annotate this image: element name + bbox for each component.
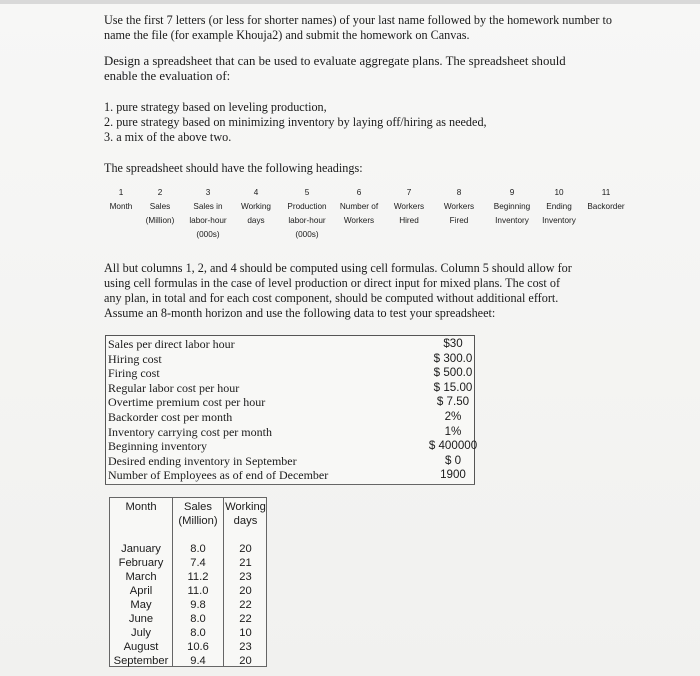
heading-col-9 [488,186,536,228]
table-cell: 23 [239,641,252,653]
list-item: 1. pure strategy based on leveling production, [104,100,327,114]
heading-col-1 [108,186,134,214]
heading-number: 7 [406,188,412,197]
heading-number: 2 [157,188,163,197]
heading-number: 5 [304,188,310,197]
table-cell: August [123,641,159,653]
parameter-value: $ 15.00 [433,380,473,394]
heading-number: 8 [456,188,462,197]
intro-paragraph [104,13,624,43]
heading-number: 9 [509,188,515,197]
days-header-line: days [233,515,258,527]
heading-line: labor-hour [288,216,326,225]
parameter-value: 2% [444,409,462,423]
heading-line: (Million) [145,216,175,225]
parameter-value: $ 300.0 [433,351,473,365]
table-cell: 8.0 [190,543,206,555]
table-cell: 9.4 [190,655,206,667]
parameter-label: Regular labor cost per hour [108,380,240,395]
design-paragraph [104,54,624,84]
table-cell: 21 [239,557,252,569]
table-cell: 10.6 [187,641,209,653]
parameter-value: $ 7.50 [436,395,470,409]
parameter-label: Beginning inventory [108,439,207,454]
parameter-value: $30 [443,337,463,350]
heading-line: (000s) [295,230,319,239]
parameter-label: Backorder cost per month [108,409,233,424]
top-edge [0,0,700,4]
heading-col-7 [390,186,428,228]
parameter-value: $ 400000 [428,439,478,453]
heading-line: Sales [149,202,171,211]
heading-line: Beginning [493,202,531,211]
heading-line: Inventory [542,216,576,225]
table-cell: 7.4 [190,557,206,569]
heading-line: Number of [339,202,379,211]
heading-number: 1 [118,188,124,197]
formulas-paragraph [104,261,610,321]
heading-line: Hired [399,216,419,225]
days-header-line: Working [225,501,266,513]
heading-line: (000s) [196,230,220,239]
table-cell: 11.0 [187,585,209,597]
parameter-value: $ 0 [444,453,462,467]
table-cell: April [129,585,153,597]
heading-line: labor-hour [189,216,227,225]
parameter-label: Inventory carrying cost per month [108,424,272,439]
parameter-value: $ 500.0 [433,366,473,380]
heading-line: Sales in [193,202,223,211]
parameters-bottom-rule [105,484,475,485]
heading-line: Fired [449,216,469,225]
monthly-sales-table [109,497,267,667]
table-cell: July [131,627,151,639]
table-cell: June [128,613,154,625]
heading-line: Month [109,202,133,211]
heading-line: Production [287,202,327,211]
heading-line: days [247,216,265,225]
list-item: 2. pure strategy based on minimizing inventory by laying off/hiring as needed, [104,115,487,129]
design-line-1: Design a spreadsheet that can be used to evaluate aggregate plans. The spreadsheet should [104,54,566,68]
table-cell: 20 [239,655,252,667]
heading-number: 10 [554,188,564,197]
parameter-label: Hiring cost [108,351,162,366]
parameter-value: 1% [444,424,462,438]
intro-line-2: name the file (for example Khouja2) and submit the homework on Canvas. [104,28,470,42]
table-cell: 22 [239,599,252,611]
table-cell: 23 [239,571,252,583]
month-column [110,498,172,668]
parameters-table [105,335,478,485]
parameter-label: Sales per direct labor hour [108,337,235,351]
table-cell: 20 [239,585,252,597]
heading-number: 11 [601,188,611,197]
heading-col-11 [584,186,628,214]
heading-line: Workers [393,202,425,211]
parameter-labels [108,337,328,483]
parameter-label: Desired ending inventory in September [108,453,297,468]
table-cell: 9.8 [190,599,206,611]
formulas-line: Assume an 8-month horizon and use the following data to test your spreadsheet: [104,306,496,320]
sales-header-line: (Million) [178,515,218,527]
sales-header-line: Sales [184,501,212,513]
heading-line: Inventory [495,216,529,225]
table-cell: January [121,543,161,555]
table-cell: 10 [239,627,252,639]
parameter-label: Firing cost [108,366,160,381]
working-days-column [224,498,267,668]
formulas-line: using cell formulas in the case of level production or direct input for mixed plans. The cost of [104,276,561,290]
heading-number: 6 [356,188,362,197]
headings-intro: The spreadsheet should have the following headings: [104,161,363,175]
parameter-label: Overtime premium cost per hour [108,395,266,410]
month-header: Month [125,501,157,513]
table-cell: May [130,599,152,611]
parameter-values [407,337,499,483]
heading-col-6 [336,186,382,228]
list-item: 3. a mix of the above two. [104,130,232,144]
table-cell: 22 [239,613,252,625]
table-cell: February [118,557,164,569]
parameter-value: 1900 [440,468,466,482]
intro-line-1: Use the first 7 letters (or less for shorter names) of your last name followed by the homework number to [104,13,613,27]
heading-col-3 [186,186,230,242]
table-cell: March [125,571,157,583]
formulas-line: All but columns 1, 2, and 4 should be computed using cell formulas. Column 5 should allow for [104,261,572,275]
heading-line: Workers [443,202,475,211]
heading-line: Ending [546,202,572,211]
formulas-line: any plan, in total and for each cost component, should be computed without additional effort. [104,291,559,305]
working-days-header [224,498,267,542]
heading-line: Workers [343,216,375,225]
heading-number: 4 [253,188,259,197]
heading-col-2 [143,186,177,228]
strategy-list [104,100,487,145]
table-cell: 8.0 [190,613,206,625]
heading-line: Working [241,202,271,211]
heading-line: Backorder [587,202,625,211]
table-cell: 8.0 [190,627,206,639]
heading-col-5 [284,186,330,242]
heading-number: 3 [205,188,211,197]
table-cell: 11.2 [187,571,209,583]
heading-col-4 [236,186,276,228]
heading-col-8 [440,186,478,228]
table-cell: 20 [239,543,252,555]
sales-header [173,498,223,542]
design-line-2: enable the evaluation of: [104,69,231,83]
parameter-label: Number of Employees as of end of December [108,468,329,483]
table-cell: September [113,655,169,667]
sales-column [173,498,223,668]
heading-col-10 [538,186,580,228]
